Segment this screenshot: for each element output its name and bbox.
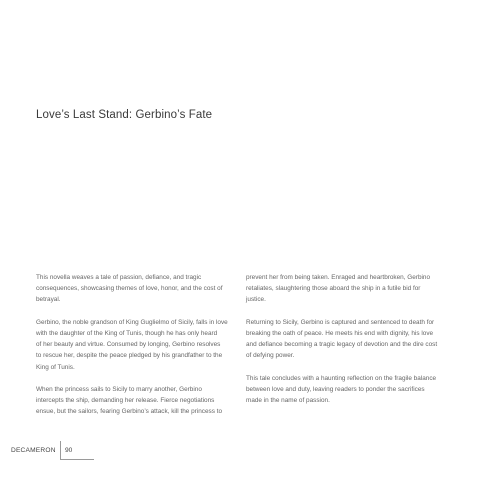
- text-line: intercepts the ship, demanding her release. Fierce negotiations: [36, 397, 215, 405]
- page-number: 90: [65, 447, 73, 454]
- text-line: ensue, but the sailors, fearing Gerbino’s attack, kill the princess to: [36, 408, 223, 416]
- text-line: King of Tunis.: [36, 363, 75, 371]
- paragraph: [36, 317, 248, 373]
- text-line: breaking the oath of peace. He meets his end with dignity, his love: [246, 330, 434, 337]
- text-line: Gerbino, the noble grandson of King Guglielmo of Sicily, falls in love: [36, 318, 228, 326]
- page-title: Love’s Last Stand: Gerbino’s Fate: [36, 109, 213, 121]
- paragraph: [36, 384, 248, 418]
- text-line: This tale concludes with a haunting reflection on the fragile balance: [246, 374, 437, 382]
- paragraph: [246, 317, 450, 362]
- footer-rule: [60, 459, 94, 460]
- left-text-column: [36, 272, 248, 429]
- text-line: between love and duty, leaving readers to ponder the sacrifices: [246, 386, 425, 393]
- text-line: betrayal.: [36, 296, 61, 304]
- paragraph: [246, 373, 450, 407]
- text-line: When the princess sails to Sicily to marry another, Gerbino: [36, 386, 202, 393]
- text-line: Returning to Sicily, Gerbino is captured and sentenced to death for: [246, 318, 435, 326]
- text-line: with the daughter of the King of Tunis, though he has only heard: [36, 330, 218, 337]
- right-text-column: [246, 272, 450, 418]
- text-line: prevent her from being taken. Enraged and heartbroken, Gerbino: [246, 274, 431, 281]
- text-line: to rescue her, despite the peace pledged by his grandfather to the: [36, 352, 223, 360]
- footer-divider: [60, 441, 61, 459]
- text-line: This novella weaves a tale of passion, defiance, and tragic: [36, 274, 202, 281]
- text-line: retaliates, slaughtering those aboard the ship in a futile bid for: [246, 285, 421, 293]
- footer-book-label: DECAMERON: [11, 447, 56, 454]
- text-line: of defying power.: [246, 352, 295, 360]
- text-line: justice.: [246, 296, 266, 304]
- text-line: of her beauty and virtue. Consumed by longing, Gerbino resolves: [36, 341, 221, 349]
- paragraph: [246, 272, 450, 306]
- text-line: consequences, showcasing themes of love, honor, and the cost of: [36, 285, 223, 293]
- text-line: and defiance becoming a tragic legacy of devotion and the dire cost: [246, 341, 438, 349]
- paragraph: [36, 272, 248, 306]
- text-line: made in the name of passion.: [246, 397, 330, 405]
